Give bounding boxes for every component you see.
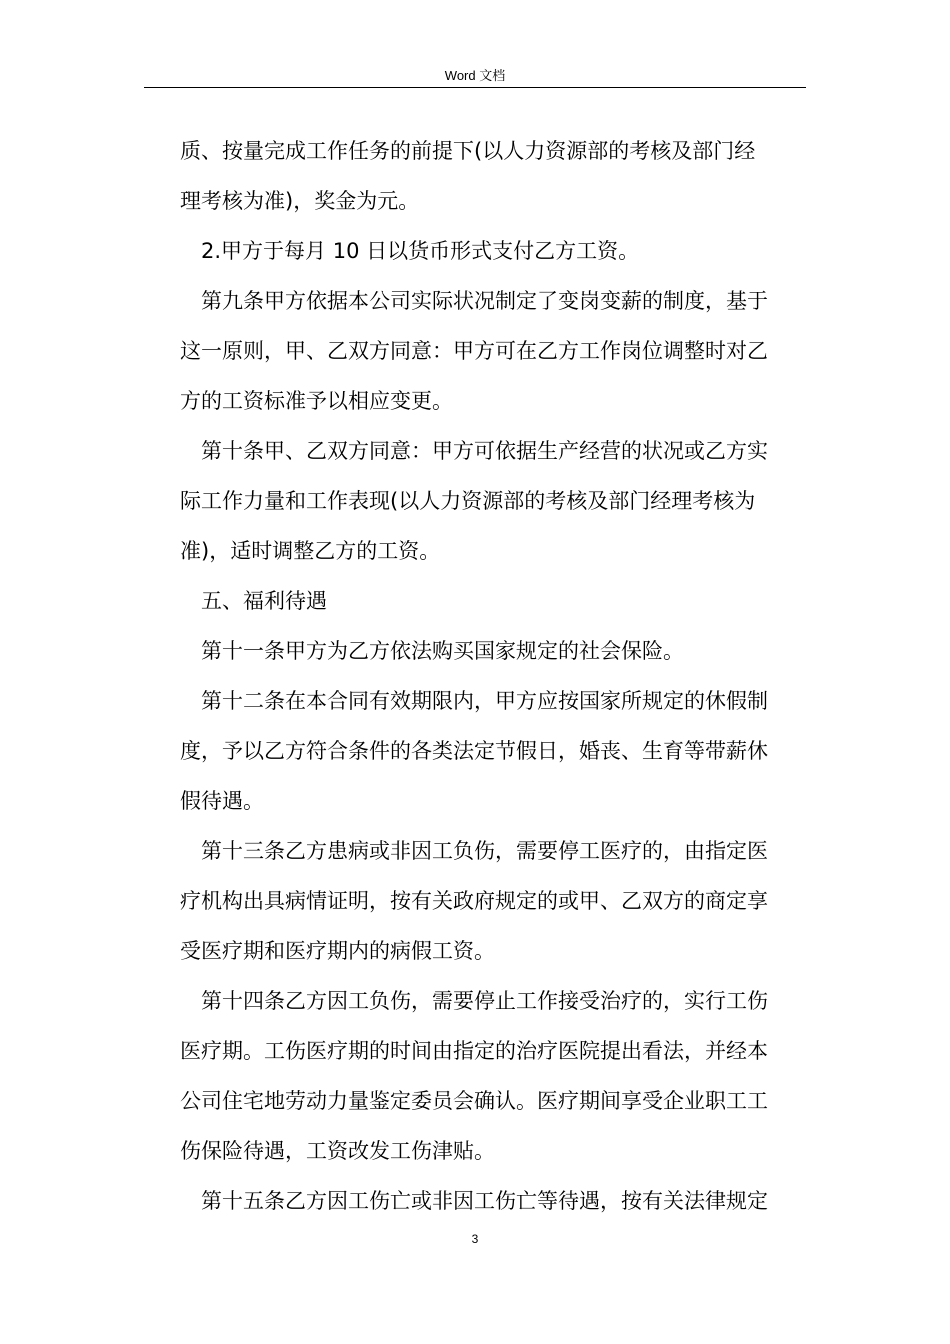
body-line-6: 方的工资标准予以相应变更。 xyxy=(180,389,453,413)
body-line-1: 质、按量完成工作任务的前提下(以人力资源部的考核及部门经 xyxy=(180,139,756,163)
body-line-17: 受医疗期和医疗期内的病假工资。 xyxy=(180,939,495,963)
body-line-4: 第九条甲方依据本公司实际状况制定了变岗变薪的制度，基于 xyxy=(201,289,768,313)
page-number: 3 xyxy=(471,1232,479,1246)
body-line-15: 第十三条乙方患病或非因工负伤，需要停工医疗的，由指定医 xyxy=(201,839,768,863)
body-line-8: 际工作力量和工作表现(以人力资源部的考核及部门经理考核为 xyxy=(180,489,756,513)
body-line-12: 第十二条在本合同有效期限内，甲方应按国家所规定的休假制 xyxy=(201,689,768,713)
body-line-3: 2.甲方于每月 10 日以货币形式支付乙方工资。 xyxy=(201,239,640,263)
body-line-5: 这一原则，甲、乙双方同意：甲方可在乙方工作岗位调整时对乙 xyxy=(180,339,768,363)
body-line-2: 理考核为准)，奖金为元。 xyxy=(180,189,420,213)
body-line-13: 度，予以乙方符合条件的各类法定节假日，婚丧、生育等带薪休 xyxy=(180,739,768,763)
body-line-19: 医疗期。工伤医疗期的时间由指定的治疗医院提出看法，并经本 xyxy=(180,1039,768,1063)
section-heading: 五、福利待遇 xyxy=(201,589,327,613)
body-line-9: 准)，适时调整乙方的工资。 xyxy=(180,539,441,563)
body-line-18: 第十四条乙方因工负伤，需要停止工作接受治疗的，实行工伤 xyxy=(201,989,768,1013)
body-line-7: 第十条甲、乙双方同意：甲方可依据生产经营的状况或乙方实 xyxy=(201,439,768,463)
body-line-21: 伤保险待遇，工资改发工伤津贴。 xyxy=(180,1139,495,1163)
body-line-16: 疗机构出具病情证明，按有关政府规定的或甲、乙双方的商定享 xyxy=(180,889,768,913)
body-line-14: 假待遇。 xyxy=(180,789,264,813)
body-line-22: 第十五条乙方因工伤亡或非因工伤亡等待遇，按有关法律规定 xyxy=(201,1189,768,1213)
body-line-11: 第十一条甲方为乙方依法购买国家规定的社会保险。 xyxy=(201,639,684,663)
page-header-title: Word 文档 xyxy=(444,68,506,83)
header-divider xyxy=(144,87,806,88)
body-line-20: 公司住宅地劳动力量鉴定委员会确认。医疗期间享受企业职工工 xyxy=(180,1089,768,1113)
